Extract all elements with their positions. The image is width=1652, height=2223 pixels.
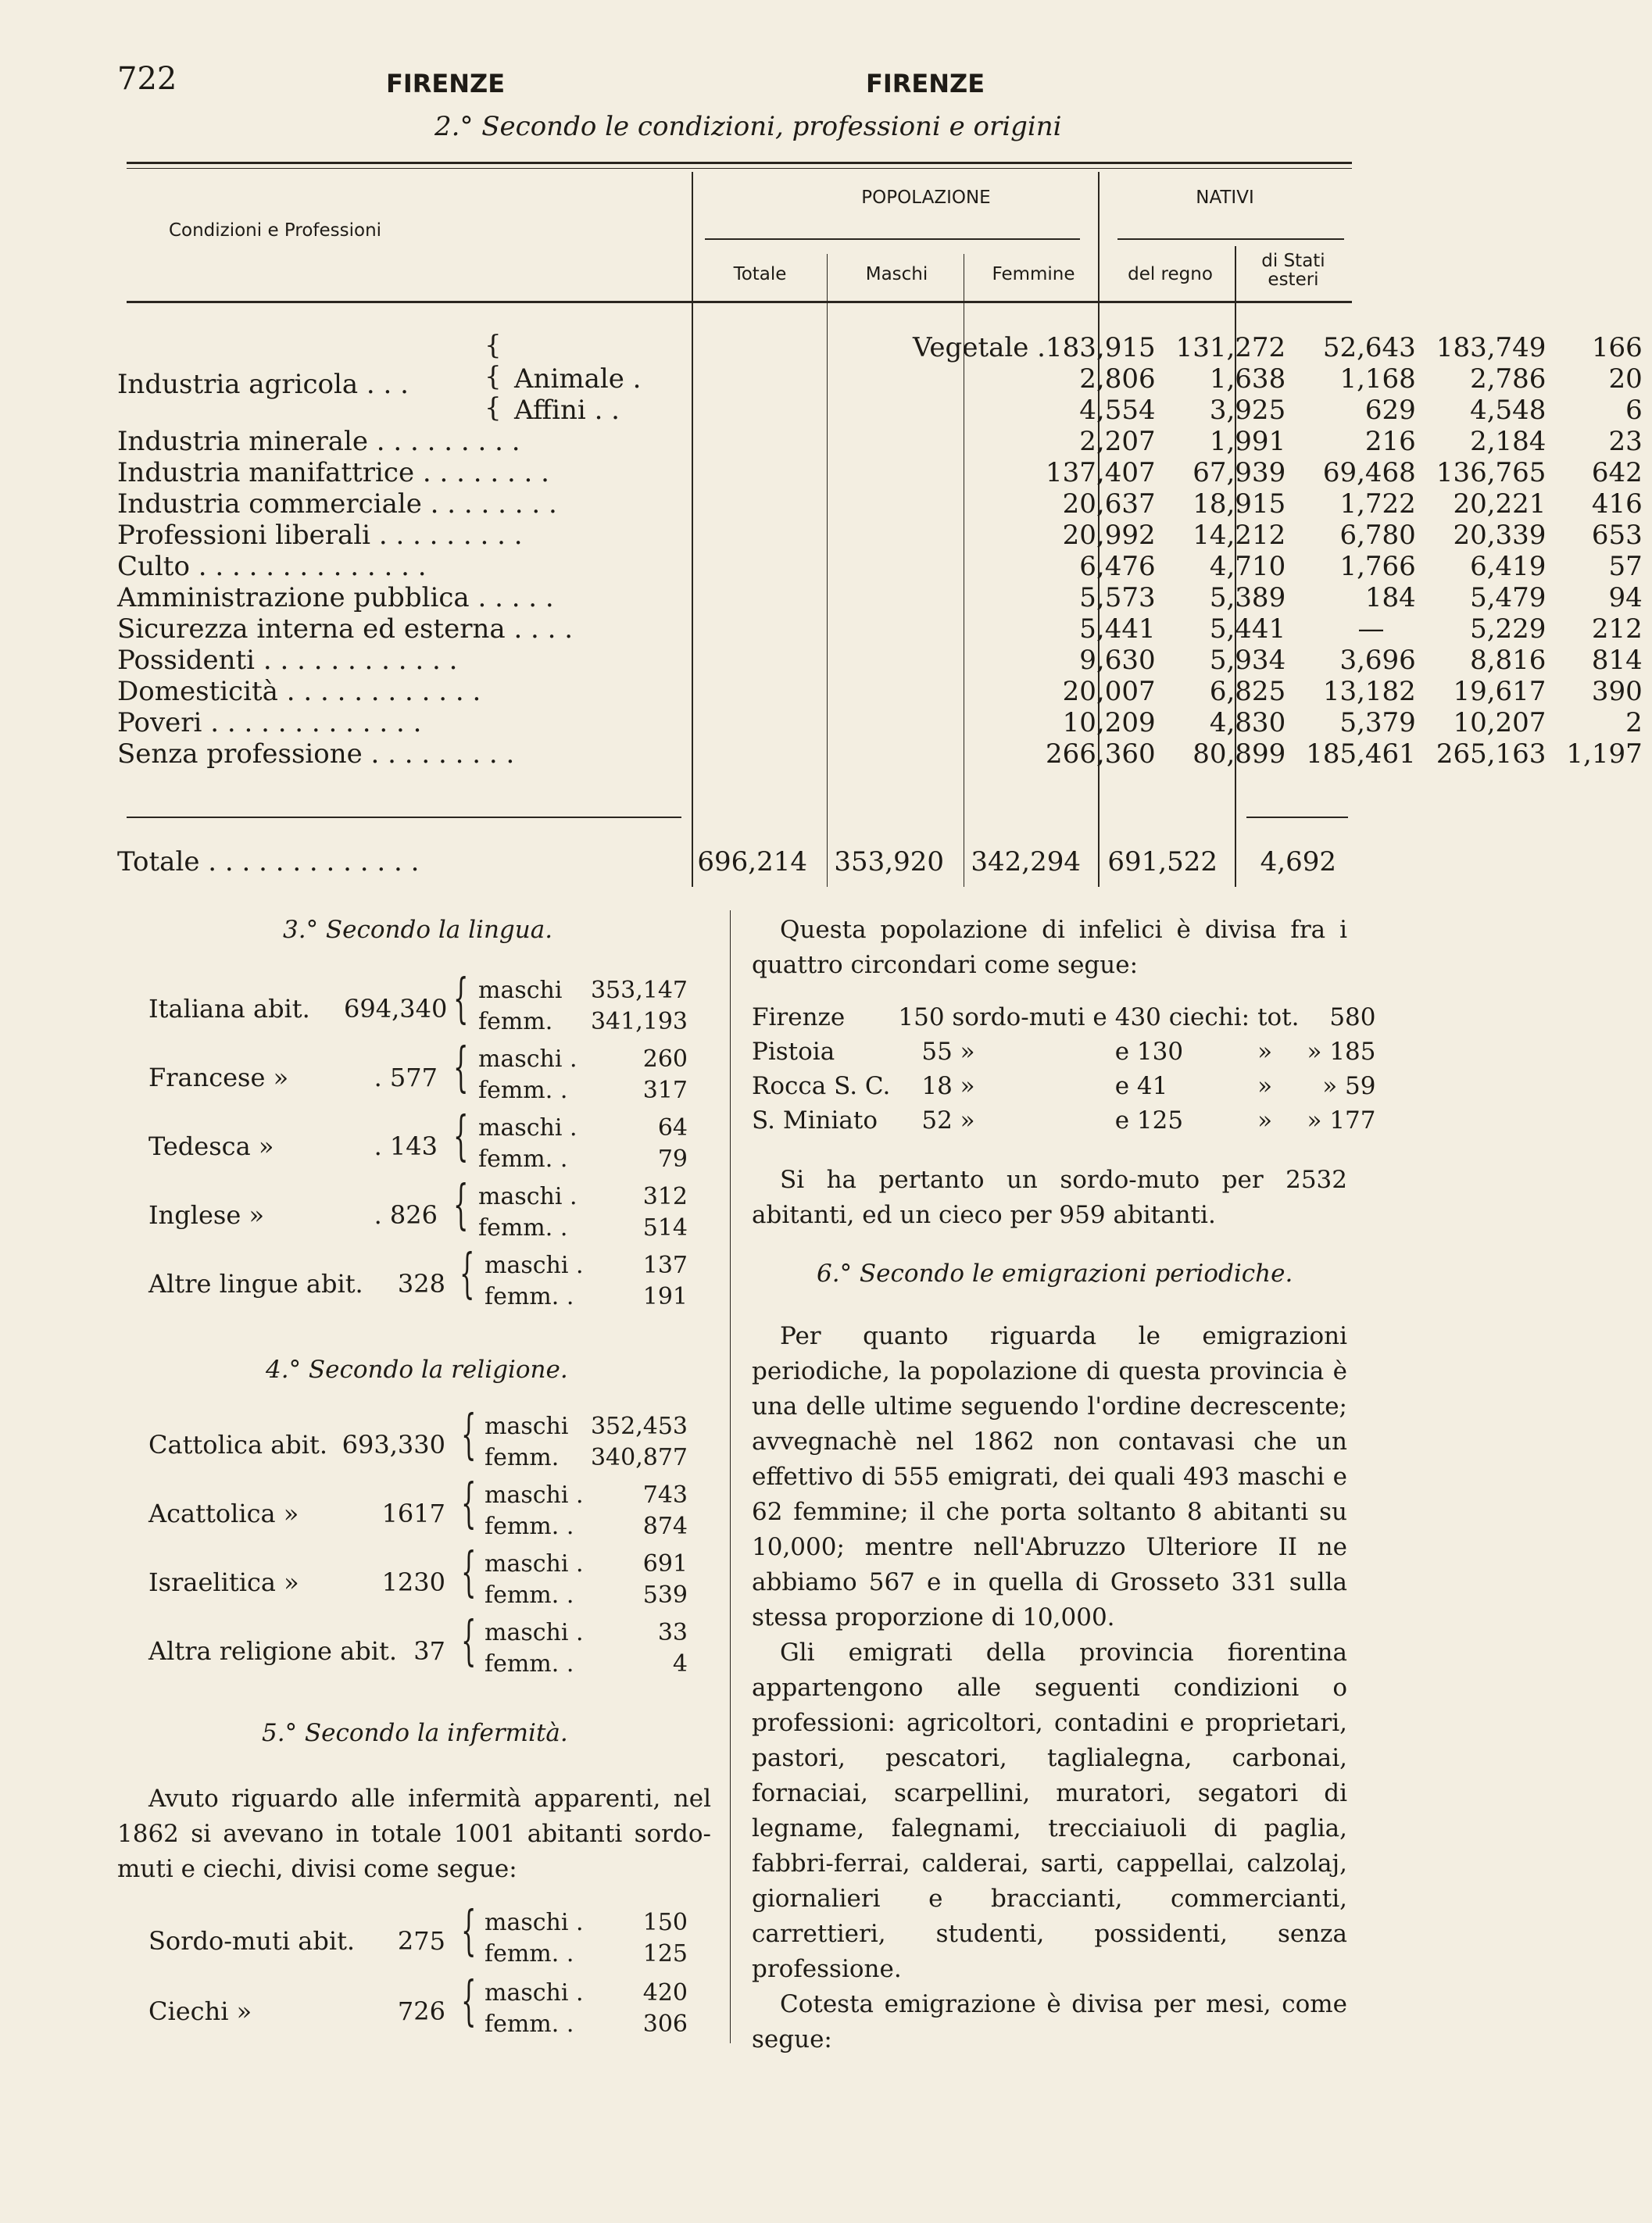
brace: { [459, 1243, 475, 1305]
infermita-m-label: maschi . [485, 1979, 584, 2007]
cell: — [1357, 613, 1385, 645]
infermita-name: Ciechi » [148, 1996, 252, 2026]
row-sub: Vegetale . [913, 332, 1046, 363]
circondari-intro: Questa popolazione di infelici è divisa fra i quattro circondari come segue: [752, 916, 1347, 979]
cell: e 130 [1114, 1038, 1184, 1066]
lingua-name: Tedesca » [148, 1131, 274, 1161]
cell: » [1257, 1106, 1273, 1135]
lingua-name: Francese » [148, 1063, 289, 1092]
cell: 69,468 [1322, 457, 1416, 488]
table-row [117, 457, 1652, 488]
lingua-m: 260 [642, 1045, 688, 1073]
row-label: Domesticità . . . . . . . . . . . . [117, 676, 481, 707]
lingua-m-label: maschi . [478, 1045, 577, 1073]
cell: 19,617 [1453, 676, 1547, 707]
lingua-f-label: femm. [478, 1008, 553, 1035]
cell: 1,991 [1209, 426, 1286, 457]
group-nativi-header: NATIVI [1196, 188, 1254, 208]
total-label: Totale . . . . . . . . . . . . . [117, 846, 420, 877]
religione-name: Israelitica » [148, 1567, 299, 1597]
cell: 5,934 [1209, 645, 1286, 676]
brace: { [453, 1106, 469, 1167]
lingua-m-label: maschi . [478, 1114, 577, 1142]
infermita-f: 306 [642, 2010, 688, 2038]
col-maschi-header: Maschi [865, 264, 928, 284]
cell: » [1257, 1038, 1273, 1066]
religione-name: Altra religione abit. [148, 1636, 397, 1666]
cell: 2,207 [1079, 426, 1156, 457]
table-row [117, 488, 1652, 520]
cell: » [1257, 1072, 1273, 1100]
cell: S. Miniato [752, 1106, 878, 1135]
infermita-m: 420 [642, 1979, 688, 2007]
cell: 94 [1608, 582, 1643, 613]
infermita-f-label: femm. . [485, 1940, 574, 1967]
religione-m: 33 [657, 1619, 688, 1646]
cell: 18,915 [1193, 488, 1286, 520]
lingua-f-label: femm. . [478, 1214, 568, 1242]
total-rule [1246, 817, 1348, 818]
cell: 1,638 [1209, 363, 1286, 395]
brace: { [461, 1610, 477, 1672]
cell: 20,221 [1453, 488, 1547, 520]
religione-title: 4.° Secondo la religione. [266, 1356, 568, 1384]
brace: { [453, 968, 469, 1030]
infermita-text: Avuto riguardo alle infermità apparenti, nel 1862 si avevano in totale 1001 abitanti sordo-muti e ciechi, divisi come segue: [117, 1785, 711, 1883]
cell: 67,939 [1193, 457, 1286, 488]
lingua-f: 514 [642, 1214, 688, 1242]
cell: 5,379 [1339, 707, 1416, 738]
col-totale-header: Totale [733, 264, 787, 284]
cell: 642 [1591, 457, 1643, 488]
total-cell: 342,294 [971, 846, 1081, 877]
col-del-regno-header: del regno [1128, 264, 1213, 284]
lingua-total: . 143 [374, 1131, 438, 1161]
religione-m-label: maschi . [485, 1550, 584, 1578]
table-row [117, 707, 1652, 738]
cell: 5,389 [1209, 582, 1286, 613]
religione-m: 352,453 [590, 1413, 688, 1440]
cell: 4,710 [1209, 551, 1286, 582]
cell: 137,407 [1045, 457, 1156, 488]
cell: 265,163 [1436, 738, 1547, 770]
cell: 5,441 [1079, 613, 1156, 645]
lingua-m: 64 [657, 1114, 688, 1142]
religione-total: 693,330 [341, 1430, 445, 1460]
cell: 20,637 [1062, 488, 1156, 520]
row-label: Possidenti . . . . . . . . . . . . [117, 645, 458, 676]
cell: 580 [1329, 1003, 1376, 1031]
brace: { [453, 1174, 469, 1236]
row-label: Industria minerale . . . . . . . . . [117, 426, 520, 457]
cell: 629 [1364, 395, 1416, 426]
lingua-f: 191 [642, 1283, 688, 1310]
cell: 2,786 [1470, 363, 1547, 395]
cell: Rocca S. C. [752, 1072, 891, 1100]
cell: Pistoia [752, 1038, 835, 1066]
table-row [752, 1103, 1384, 1138]
emigrazioni-title: 6.° Secondo le emigrazioni periodiche. [817, 1260, 1293, 1288]
row-label: Industria commerciale . . . . . . . . [117, 488, 557, 520]
table-row [117, 645, 1652, 676]
cell: 1,766 [1339, 551, 1416, 582]
lingua-name: Altre lingue abit. [148, 1269, 363, 1299]
religione-f: 4 [672, 1650, 688, 1678]
infermita-f: 125 [642, 1940, 688, 1967]
cell: 23 [1608, 426, 1643, 457]
row-label: Sicurezza interna ed esterna . . . . [117, 613, 574, 645]
religione-m-label: maschi . [485, 1481, 584, 1509]
table-row [117, 332, 1652, 363]
total-cell: 696,214 [697, 846, 807, 877]
group-popolazione-header: POPOLAZIONE [861, 188, 991, 208]
lingua-f: 341,193 [590, 1008, 688, 1035]
col-stati-esteri-header: di Stati esteri [1261, 251, 1325, 290]
cell: 57 [1608, 551, 1643, 582]
infermita-title: 5.° Secondo la infermità. [262, 1719, 568, 1747]
religione-f: 340,877 [590, 1444, 688, 1471]
table-row [117, 582, 1652, 613]
table-row [752, 1035, 1384, 1069]
religione-f-label: femm. . [485, 1650, 574, 1678]
lingua-m-label: maschi . [485, 1252, 584, 1279]
cell: 4,830 [1209, 707, 1286, 738]
total-cell: 691,522 [1107, 846, 1218, 877]
row-label: Amministrazione pubblica . . . . . [117, 582, 554, 613]
total-rule [127, 817, 681, 818]
table-row [117, 426, 1652, 457]
agri-brace: { { { [485, 330, 502, 424]
table-top-rule-2 [127, 168, 1352, 169]
cell: 150 sordo-muti e [898, 1003, 1107, 1031]
cell: » 59 [1322, 1072, 1376, 1100]
cell: 6 [1625, 395, 1643, 426]
cell: 4,554 [1079, 395, 1156, 426]
col-label-header: Condizioni e Professioni [168, 220, 382, 241]
lingua-f: 317 [642, 1077, 688, 1104]
lingua-m-label: maschi [478, 977, 563, 1004]
table-row [117, 520, 1652, 551]
cell: 52 » [921, 1106, 975, 1135]
religione-f-label: femm. . [485, 1513, 574, 1540]
page-number: 722 [117, 61, 177, 97]
cell: 20,339 [1453, 520, 1547, 551]
infermita-total: 726 [397, 1996, 445, 2026]
emigrazioni-p2: Gli emigrati della provincia fiorentina appartengono alle seguenti condizioni o professioni: agricoltori, contadini e proprietari, pastori, pescatori, taglialegna, carbonai, fornaciai, scarpellini, muratori, segatori di legname, falegnami, trecciaiuoli di paglia, fabbri-ferrai, calderai, sarti, cappellai, calzolaj, giornalieri e braccianti, commercianti, carrettieri, studenti, possidenti, senza professione. [752, 1639, 1347, 1983]
cell: 136,765 [1436, 457, 1547, 488]
table-row [752, 1069, 1384, 1103]
cell: 13,182 [1322, 676, 1416, 707]
cell: e 41 [1114, 1072, 1168, 1100]
circondari-table [752, 1000, 1384, 1138]
cell: 183,915 [1045, 332, 1156, 363]
column-divider [730, 910, 731, 2043]
cell: 6,419 [1470, 551, 1547, 582]
cell: 653 [1591, 520, 1643, 551]
table-row [117, 363, 1652, 395]
cell: 390 [1591, 676, 1643, 707]
lingua-m-label: maschi . [478, 1183, 577, 1210]
brace: { [453, 1037, 469, 1099]
table-row [752, 1000, 1384, 1035]
lingua-m: 353,147 [590, 977, 688, 1004]
cell: » 177 [1307, 1106, 1376, 1135]
lingua-m: 137 [642, 1252, 688, 1279]
table-top-rule [127, 162, 1352, 164]
religione-f-label: femm. [485, 1444, 560, 1471]
cell: 166 [1591, 332, 1643, 363]
cell: e 125 [1114, 1106, 1184, 1135]
religione-f: 874 [642, 1513, 688, 1540]
lingua-name: Italiana abit. [148, 994, 310, 1024]
cell: 8,816 [1470, 645, 1547, 676]
section-2-title: 2.° Secondo le condizioni, professioni e origini [434, 111, 1062, 142]
brace: { [461, 1542, 477, 1603]
cell: 4,548 [1470, 395, 1547, 426]
group-pop-rule [705, 238, 1080, 240]
cell: 416 [1591, 488, 1643, 520]
lingua-f-label: femm. . [478, 1077, 568, 1104]
cell: 131,272 [1175, 332, 1286, 363]
infermita-name: Sordo-muti abit. [148, 1926, 356, 1956]
cell: 814 [1591, 645, 1643, 676]
cell: 430 ciechi: [1114, 1003, 1250, 1031]
row-sub: Affini . . [514, 395, 620, 426]
data-table [117, 332, 1652, 770]
cell: 6,476 [1079, 551, 1156, 582]
infermita-m: 150 [642, 1909, 688, 1936]
cell: 216 [1364, 426, 1416, 457]
table-row [117, 676, 1652, 707]
running-head-right: FIRENZE [866, 69, 985, 98]
cell: tot. [1257, 1003, 1300, 1031]
lingua-name: Inglese » [148, 1200, 265, 1230]
row-label: Poveri . . . . . . . . . . . . . [117, 707, 422, 738]
cell: 20 [1608, 363, 1643, 395]
ratio-text: Si ha pertanto un sordo-muto per 2532 abitanti, ed un cieco per 959 abitanti. [752, 1166, 1347, 1229]
cell: 3,696 [1339, 645, 1416, 676]
table-row [117, 613, 1652, 645]
header-bottom-rule [127, 301, 1352, 303]
lingua-f-label: femm. . [485, 1283, 574, 1310]
religione-m: 743 [642, 1481, 688, 1509]
cell: 6,780 [1339, 520, 1416, 551]
table-row [117, 395, 1652, 426]
brace: { [461, 1404, 477, 1466]
brace: { [461, 1900, 477, 1962]
lingua-title: 3.° Secondo la lingua. [283, 916, 553, 944]
table-row [117, 738, 1652, 770]
brace: { [461, 1971, 477, 2032]
lingua-m: 312 [642, 1183, 688, 1210]
cell: 20,007 [1062, 676, 1156, 707]
cell: 10,207 [1453, 707, 1547, 738]
cell: 1,197 [1566, 738, 1643, 770]
cell: 20,992 [1062, 520, 1156, 551]
religione-m-label: maschi [485, 1413, 569, 1440]
lingua-f-label: femm. . [478, 1145, 568, 1173]
col-femmine-header: Femmine [992, 264, 1075, 284]
religione-f-label: femm. . [485, 1581, 574, 1609]
religione-name: Acattolica » [148, 1499, 299, 1528]
row-label: Senza professione . . . . . . . . . [117, 738, 515, 770]
cell: 185,461 [1306, 738, 1416, 770]
cell: 55 » [921, 1038, 975, 1066]
cell: 5,479 [1470, 582, 1547, 613]
cell: » 185 [1307, 1038, 1376, 1066]
cell: 2,806 [1079, 363, 1156, 395]
table-row [117, 551, 1652, 582]
cell: 212 [1591, 613, 1643, 645]
row-label: Culto . . . . . . . . . . . . . . [117, 551, 427, 582]
religione-name: Cattolica abit. [148, 1430, 328, 1460]
group-nativi-rule [1117, 238, 1344, 240]
cell: 3,925 [1209, 395, 1286, 426]
cell: 2 [1625, 707, 1643, 738]
religione-total: 1230 [381, 1567, 445, 1597]
total-cell: 4,692 [1260, 846, 1336, 877]
cell: 266,360 [1045, 738, 1156, 770]
emigrazioni-p3: Cotesta emigrazione è divisa per mesi, come segue: [752, 1990, 1347, 2053]
cell: 183,749 [1436, 332, 1547, 363]
infermita-m-label: maschi . [485, 1909, 584, 1936]
cell: 9,630 [1079, 645, 1156, 676]
lingua-f: 79 [657, 1145, 688, 1173]
religione-total: 1617 [381, 1499, 445, 1528]
religione-f: 539 [642, 1581, 688, 1609]
religione-m-label: maschi . [485, 1619, 584, 1646]
cell: Firenze [752, 1003, 846, 1031]
emigrazioni-p1: Per quanto riguarda le emigrazioni periodiche, la popolazione di questa provincia è una delle ultime seguendo l'ordine decrescente; avvegnachè nel 1862 non contavasi che un effettivo di 555 emigrati, dei quali 493 maschi e 62 femmine; il che porta soltanto 8 abitanti su 10,000; mentre nell'Abruzzo Ulteriore II ne abbiamo 567 e in quella di Grosseto 331 sulla stessa proporzione di 10,000. [752, 1322, 1347, 1632]
row-label: Industria manifattrice . . . . . . . . [117, 457, 549, 488]
lingua-total: . 577 [374, 1063, 438, 1092]
row-sub: Animale . [514, 363, 642, 395]
cell: 5,441 [1209, 613, 1286, 645]
cell: 10,209 [1062, 707, 1156, 738]
cell: 14,212 [1193, 520, 1286, 551]
cell: 184 [1364, 582, 1416, 613]
total-cell: 353,920 [834, 846, 944, 877]
infermita-f-label: femm. . [485, 2010, 574, 2038]
cell: 1,168 [1339, 363, 1416, 395]
lingua-total: 328 [397, 1269, 445, 1299]
religione-total: 37 [413, 1636, 445, 1666]
agri-label: Industria agricola . . . [117, 369, 409, 400]
row-label: Professioni liberali . . . . . . . . . [117, 520, 523, 551]
religione-m: 691 [642, 1550, 688, 1578]
cell: 5,229 [1470, 613, 1547, 645]
cell: 2,184 [1470, 426, 1547, 457]
infermita-total: 275 [397, 1926, 445, 1956]
lingua-total: 694,340 [344, 994, 448, 1024]
cell: 5,573 [1079, 582, 1156, 613]
lingua-total: . 826 [374, 1200, 438, 1230]
running-head-left: FIRENZE [386, 69, 506, 98]
cell: 1,722 [1339, 488, 1416, 520]
cell: 6,825 [1209, 676, 1286, 707]
cell: 18 » [921, 1072, 975, 1100]
cell: 80,899 [1193, 738, 1286, 770]
brace: { [461, 1473, 477, 1535]
cell: 52,643 [1322, 332, 1416, 363]
